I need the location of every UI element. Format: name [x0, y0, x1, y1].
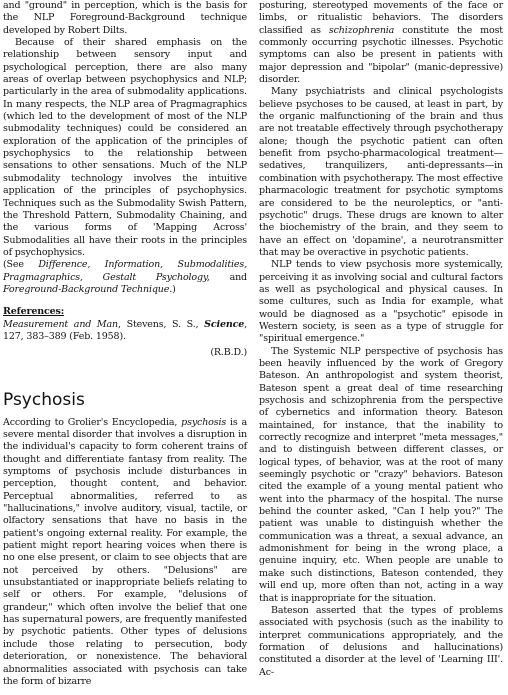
reference-details: , 127, 383–389 (Feb. 1958). — [3, 318, 247, 342]
left-column — [3, 0, 247, 688]
paragraph-foreground-background: and "ground" in perception, which is the basis for the NLP Foreground-Background technique developed by Robert Dilts. — [3, 0, 247, 36]
reference-entry — [3, 319, 247, 344]
see-also-last: Foreground-Background Technique — [3, 283, 170, 295]
paragraph-nlp-systemic-view: NLP tends to view psychosis more systemically, perceiving it as involving social and cultural factors as well as psychological and physical causes. In some cultures, such as India for example, what would be diagnosed as a "psychotic" episode in Western society, is seen as a type of struggle for "spiritual emergence." — [259, 259, 503, 345]
paragraph-psychosis-behaviors: posturing, stereotyped movements of the face or limbs, or ritualistic behaviors. The disorders classified as schizophrenia constitute the most commonly occurring psychotic illnesses. Psychotic symptoms can also be present in patients with major depression and "bipolar" (manic-depressive) disorder. — [259, 0, 503, 86]
see-also-note: (See Difference, Information, Submodalities, Pragmagraphics, Gestalt Psychology, and Foreground-Background Technique.) — [3, 259, 247, 295]
paragraph-psychophysics-nlp: Because of their shared emphasis on the relationship between sensory input and psychological perception, there are also many areas of overlap between psychophysics and NLP; particularly in the area of submodality applications. In many respects, the NLP area of Pragmagraphics (which led to the development of most of the NLP submodality techniques) could be considered an exploration of the application of the principles of psychophysics to the relationship between sensations to other sensations. Much of the NLP submodality technology involves the intuitive application of the principles of psychophysics. Techniques such as the Submodality Swish Pattern, the Threshold Pattern, Submodality Chaining, and the various forms of 'Mapping Across' Submodalities all have their roots in the principles of psychophysics. — [3, 37, 247, 258]
paragraph-learning-iii: Bateson asserted that the types of problems associated with psychosis (such as the inability to interpret communications appropriately, and the formation of delusions and hallucinations) constituted a disorder at the level of 'Learning III'. Ac- — [259, 604, 503, 678]
see-also-list: Difference, Information, Submodalities, Pragmagraphics, Gestalt Psychology, — [3, 259, 247, 283]
reference-source: Science — [204, 318, 245, 330]
right-column — [259, 0, 503, 679]
references-heading: References: — [3, 306, 65, 318]
reference-authors: , Stevens, S. S., — [118, 318, 205, 330]
term-schizophrenia: schizophrenia — [328, 24, 395, 36]
paragraph-bateson: The Systemic NLP perspective of psychosis has been heavily influenced by the work of Gregory Bateson. An anthropologist and system theorist, Bateson spent a great deal of time researching psychosis and schizophrenia from the perspective of cybernetics and information theory. Bateson maintained, for instance, that the inability to correctly recognize and interpret "meta messages," and to distinguish between different classes, or logical types, of behavior, was at the root of many seemingly psychotic or "crazy" behaviors. Bateson cited the example of a young mental patient who went into the pharmacy of the hospital. The nurse behind the counter asked, "Can I help you?" The patient was unable to distinguish whether the communication was a threat, a sexual advance, an admonishment for being in the wrong place, a genuine inquiry, etc. When people are unable to make such distinctions, Bateson contended, they will end up, more often than not, acting in a way that is inappropriate for the situation. — [259, 345, 503, 604]
term-psychosis: psychosis — [181, 416, 227, 428]
author-signature: (R.B.D.) — [210, 347, 247, 359]
paragraph-treatment: Many psychiatrists and clinical psychologists believe psychoses to be caused, at least in part, by the organic malfunctioning of the brain and thus are not treatable effectively through psychotherapy alone; though the psychotic patient can often benefit from psycho-pharmacological treatment—sedatives, tranquilizers, anti-depressants—in combination with psychotherapy. The most effective pharmacologic treatment for psychotic symptoms are considered to be the neuroleptics, or "anti-psychotic" drugs. These drugs are known to alter the biochemistry of the brain, and they seem to have an effect on 'dopamine', a neurotransmitter that may be overactive in psychotic patients. — [259, 86, 503, 258]
paragraph-psychosis-definition: According to Grolier's Encyclopedia, psychosis is a severe mental disorder that involves a disruption in the individual's capacity to form coherent trains of thought and differentiate fantasy from reality. The symptoms of psychosis include disturbances in perception, thought content, and behavior. Perceptual abnormalities, referred to as "hallucinations," involve auditory, visual, tactile, or olfactory sensations that have no basis in the patient's ongoing external reality. For example, the patient might report hearing voices when there is no one else present, or claim to see objects that are not perceived by others. "Delusions" are unsubstantiated or inappropriate beliefs relating to self or others. For example, "delusions of grandeur," which often involve the belief that one has supernatural powers, are frequently manifested by psychotic patients. Other types of delusions include those relating to persecution, body deterioration, or nonexistence. The behavioral abnormalities associated with psychosis can take the form of bizarre — [3, 416, 247, 687]
reference-title: Measurement and Man — [3, 318, 118, 330]
entry-title: Psychosis — [3, 389, 85, 410]
